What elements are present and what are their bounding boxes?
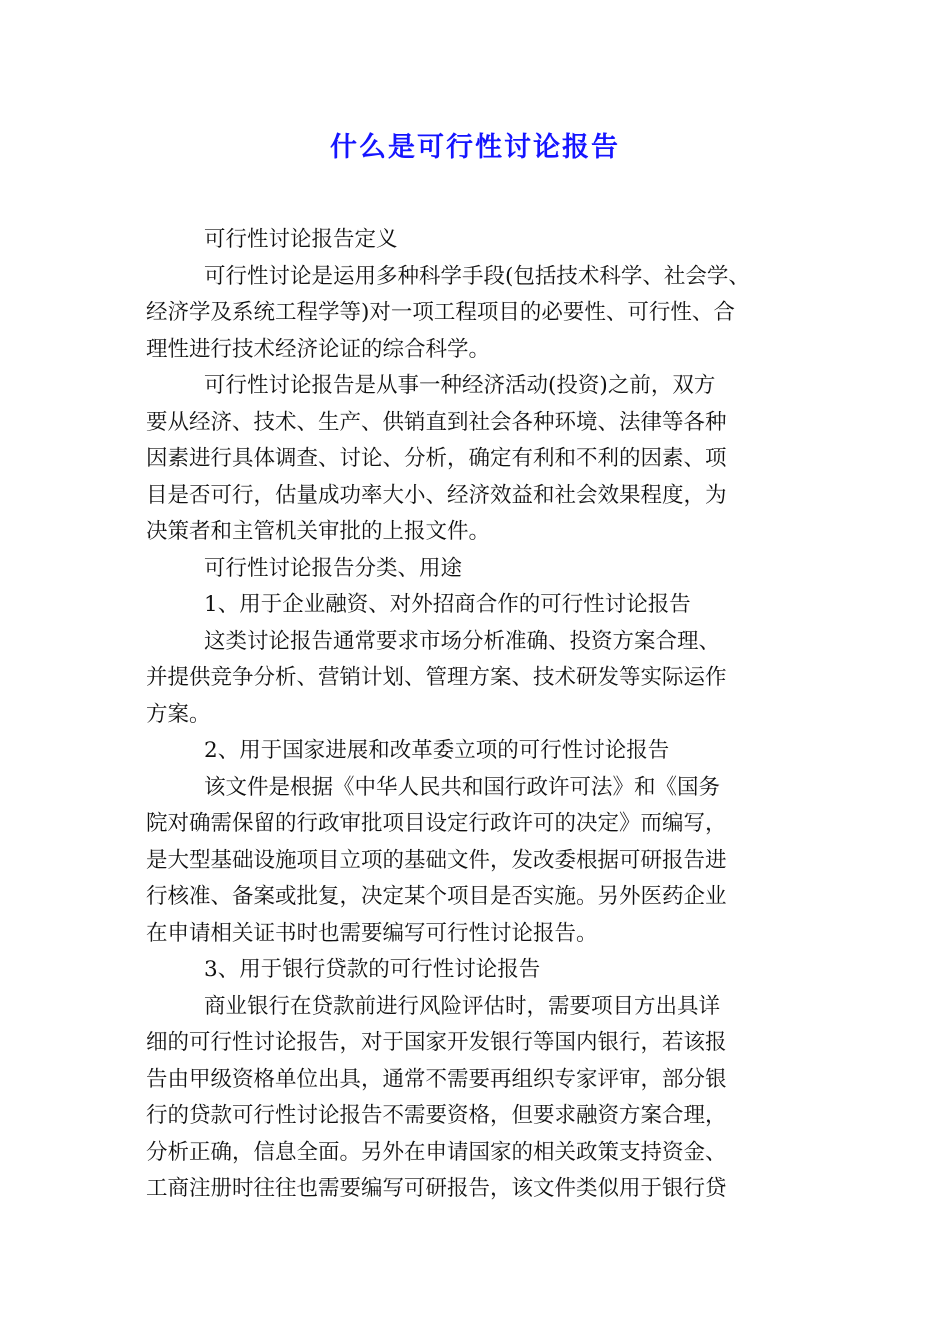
paragraph (146, 222, 806, 259)
paragraph-line: 因素进行具体调查、讨论、分析，确定有利和不利的因素、项 (146, 446, 727, 471)
paragraph-line: 可行性讨论报告是从事一种经济活动(投资)之前，双方 (204, 373, 716, 398)
paragraph-line: 3、用于银行贷款的可行性讨论报告 (204, 957, 541, 982)
paragraph-line: 细的可行性讨论报告，对于国家开发银行等国内银行，若该报 (146, 1030, 727, 1055)
paragraph-line: 行核准、备案或批复，决定某个项目是否实施。另外医药企业 (146, 884, 727, 909)
paragraph-line: 方案。 (146, 701, 211, 727)
document-body (146, 222, 806, 1208)
paragraph-line: 在申请相关证书时也需要编写可行性讨论报告。 (146, 920, 598, 946)
paragraph (146, 259, 806, 369)
paragraph-line: 可行性讨论报告分类、用途 (204, 555, 463, 581)
paragraph-line: 要从经济、技术、生产、供销直到社会各种环境、法律等各种 (146, 409, 727, 435)
paragraph-line: 行的贷款可行性讨论报告不需要资格，但要求融资方案合理， (146, 1103, 727, 1128)
paragraph (146, 989, 806, 1208)
paragraph-line: 经济学及系统工程学等)对一项工程项目的必要性、可行性、合 (146, 300, 735, 325)
paragraph-line: 告由甲级资格单位出具，通常不需要再组织专家评审，部分银 (146, 1066, 727, 1092)
paragraph-line: 目是否可行，估量成功率大小、经济效益和社会效果程度，为 (146, 482, 727, 508)
paragraph-line: 该文件是根据《中华人民共和国行政许可法》和《国务 (204, 774, 721, 800)
paragraph (146, 368, 806, 551)
paragraph-line: 决策者和主管机关审批的上报文件。 (146, 519, 491, 544)
paragraph (146, 952, 806, 989)
paragraph-line: 2、用于国家进展和改革委立项的可行性讨论报告 (204, 738, 670, 763)
paragraph-line: 分析正确，信息全面。另外在申请国家的相关政策支持资金、 (146, 1139, 727, 1165)
paragraph-line: 可行性讨论报告定义 (204, 227, 398, 252)
paragraph-line: 院对确需保留的行政审批项目设定行政许可的决定》而编写， (146, 811, 727, 836)
paragraph (146, 587, 806, 624)
paragraph-line: 1、用于企业融资、对外招商合作的可行性讨论报告 (204, 592, 691, 617)
paragraph (146, 733, 806, 770)
paragraph-line: 可行性讨论是运用多种科学手段(包括技术科学、社会学、 (204, 263, 750, 289)
paragraph-line: 商业银行在贷款前进行风险评估时，需要项目方出具详 (204, 993, 721, 1019)
paragraph-line: 工商注册时往往也需要编写可研报告，该文件类似用于银行贷 (146, 1176, 727, 1201)
document-title: 什么是可行性讨论报告 (330, 132, 620, 163)
paragraph-line: 理性进行技术经济论证的综合科学。 (146, 336, 491, 362)
paragraph (146, 551, 806, 588)
paragraph-line: 是大型基础设施项目立项的基础文件，发改委根据可研报告进 (146, 847, 727, 873)
paragraph-line: 并提供竞争分析、营销计划、管理方案、技术研发等实际运作 (146, 665, 727, 690)
paragraph (146, 770, 806, 953)
paragraph-line: 这类讨论报告通常要求市场分析准确、投资方案合理、 (204, 628, 721, 654)
paragraph (146, 624, 806, 734)
